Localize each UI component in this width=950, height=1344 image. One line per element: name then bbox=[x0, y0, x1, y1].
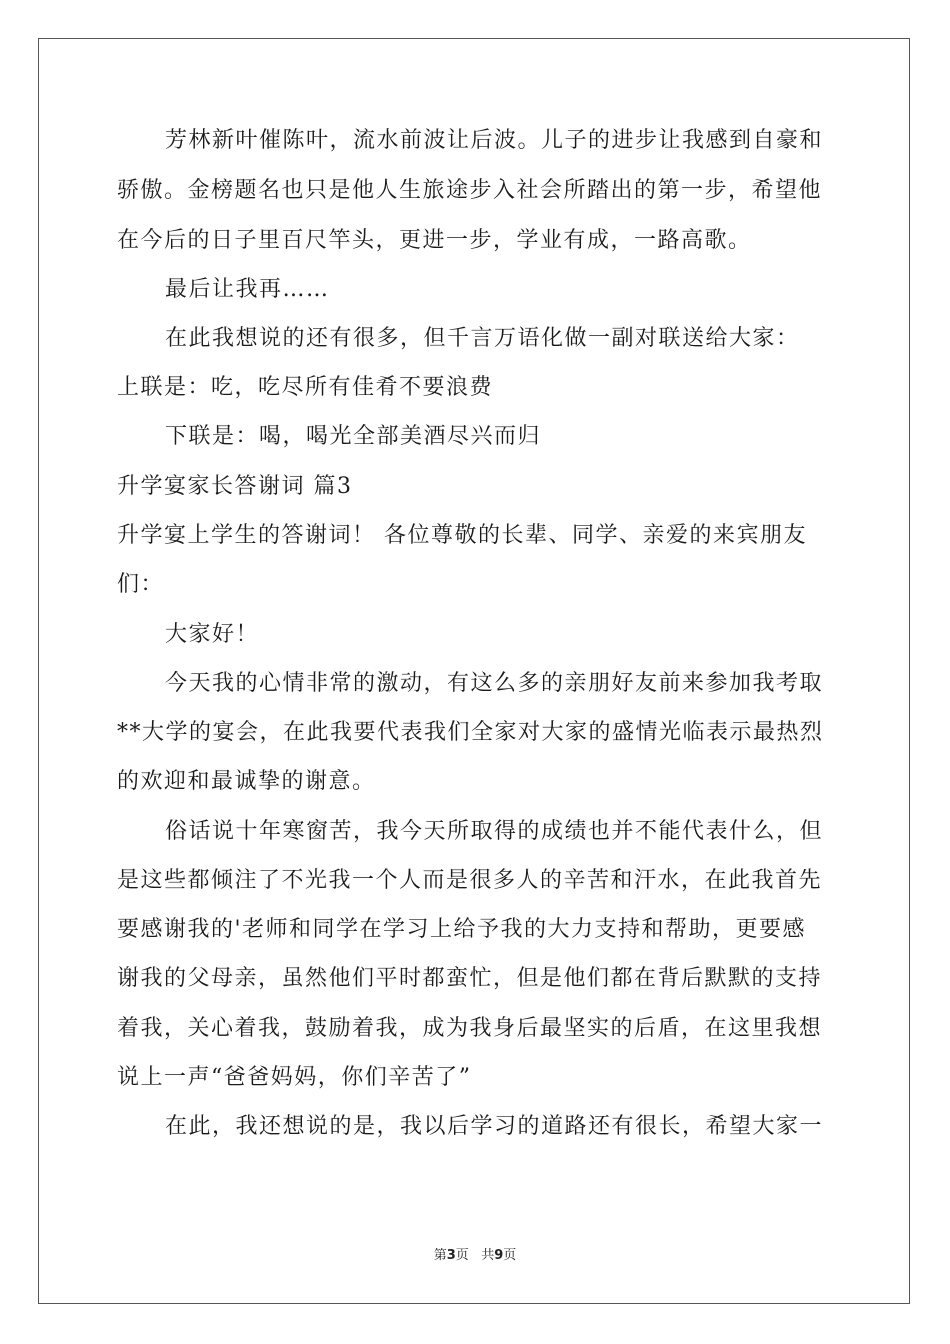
paragraph-line: 的欢迎和最诚挚的谢意。 bbox=[117, 769, 376, 794]
total-pages: 9 bbox=[494, 1248, 504, 1263]
paragraph-line: 今天我的心情非常的激动，有这么多的亲朋好友前来参加我考取 bbox=[165, 671, 824, 696]
paragraph-line: 芳林新叶催陈叶，流水前波让后波。儿子的进步让我感到自豪和 bbox=[165, 128, 824, 153]
paragraph-line: 俗话说十年寒窗苦，我今天所取得的成绩也并不能代表什么，但 bbox=[165, 819, 824, 844]
paragraph-line: **大学的宴会，在此我要代表我们全家对大家的盛情光临表示最热烈 bbox=[117, 720, 824, 745]
paragraph-line: 们： bbox=[117, 572, 165, 597]
paragraph-line: 在此，我还想说的是，我以后学习的道路还有很长，希望大家一 bbox=[165, 1114, 824, 1139]
page-prefix: 第 bbox=[433, 1248, 447, 1263]
paragraph-line: 说上一声“爸爸妈妈，你们辛苦了” bbox=[117, 1065, 472, 1090]
paragraph-line: 升学宴上学生的答谢词！ 各位尊敬的长辈、同学、亲爱的来宾朋友 bbox=[117, 523, 807, 548]
paragraph-line: 在此我想说的还有很多，但千言万语化做一副对联送给大家： bbox=[165, 326, 800, 351]
paragraph-line: 是这些都倾注了不光我一个人而是很多人的辛苦和汗水，在此我首先 bbox=[117, 868, 823, 893]
paragraph-line: 上联是：吃，吃尽所有佳肴不要浪费 bbox=[117, 375, 494, 400]
section-heading: 升学宴家长答谢词 篇3 bbox=[117, 474, 353, 499]
total-suffix: 页 bbox=[503, 1248, 517, 1263]
page-suffix: 页 bbox=[455, 1248, 469, 1263]
paragraph-line: 大家好！ bbox=[165, 622, 260, 647]
page-number: 3 bbox=[446, 1248, 456, 1263]
paragraph-line: 骄傲。金榜题名也只是他人生旅途步入社会所踏出的第一步，希望他 bbox=[117, 178, 823, 203]
paragraph-line: 在今后的日子里百尺竿头，更进一步，学业有成，一路高歌。 bbox=[117, 228, 752, 253]
paragraph-line: 最后让我再…… bbox=[165, 277, 330, 302]
page-footer bbox=[0, 1248, 950, 1264]
paragraph-line: 下联是：喝，喝光全部美酒尽兴而归 bbox=[165, 424, 542, 449]
paragraph-line: 着我，关心着我，鼓励着我，成为我身后最坚实的后盾，在这里我想 bbox=[117, 1016, 823, 1041]
paragraph-line: 要感谢我的'老师和同学在学习上给予我的大力支持和帮助，更要感 bbox=[117, 917, 807, 942]
total-prefix: 共 bbox=[481, 1248, 495, 1263]
paragraph-line: 谢我的父母亲，虽然他们平时都蛮忙，但是他们都在背后默默的支持 bbox=[117, 966, 823, 991]
